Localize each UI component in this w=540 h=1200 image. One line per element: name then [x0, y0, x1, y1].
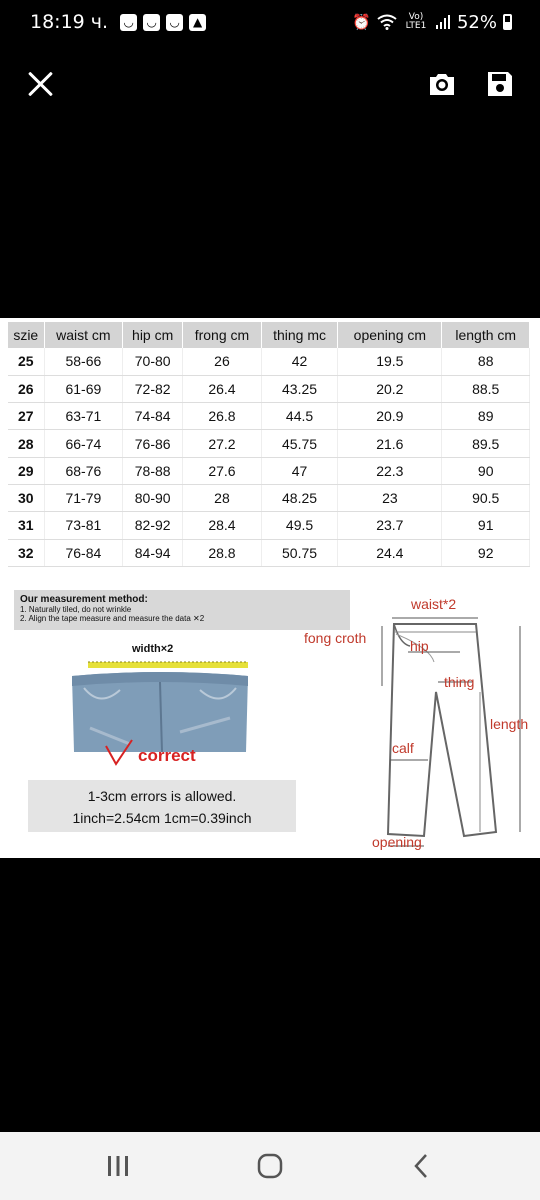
table-cell: 73-81: [44, 512, 123, 539]
table-cell: 26.4: [183, 375, 262, 402]
method-line: 1. Naturally tiled, do not wrinkle: [20, 605, 132, 614]
table-cell: 49.5: [261, 512, 338, 539]
table-cell: 26: [183, 348, 262, 375]
table-cell: 27.6: [183, 457, 262, 484]
table-cell: 30: [8, 484, 44, 511]
opening-label: opening: [372, 834, 422, 850]
table-cell: 26: [8, 375, 44, 402]
navigation-bar: [0, 1132, 540, 1200]
table-cell: 88.5: [442, 375, 530, 402]
table-row: [8, 484, 530, 511]
table-cell: 61-69: [44, 375, 123, 402]
width-label: width×2: [132, 643, 174, 655]
table-cell: 25: [8, 348, 44, 375]
column-header: thing mc: [261, 322, 338, 348]
column-header: waist cm: [44, 322, 123, 348]
chat-icon: ◡: [166, 14, 183, 31]
table-cell: 48.25: [261, 484, 338, 511]
table-cell: 28: [8, 430, 44, 457]
table-cell: 20.2: [338, 375, 442, 402]
table-row: [8, 375, 530, 402]
table-cell: 66-74: [44, 430, 123, 457]
table-cell: 26.8: [183, 403, 262, 430]
gallery-icon: ▲: [189, 14, 206, 31]
column-header: hip cm: [123, 322, 183, 348]
table-cell: 68-76: [44, 457, 123, 484]
conversion-text: 1inch=2.54cm 1cm=0.39inch: [72, 810, 252, 826]
table-cell: 47: [261, 457, 338, 484]
recents-icon[interactable]: [98, 1146, 138, 1186]
table-cell: 44.5: [261, 403, 338, 430]
table-row: [8, 512, 530, 539]
status-left: [30, 11, 206, 33]
method-title: Our measurement method:: [20, 594, 148, 605]
table-cell: 63-71: [44, 403, 123, 430]
table-cell: 27.2: [183, 430, 262, 457]
product-size-chart-image: [0, 318, 540, 858]
table-cell: 58-66: [44, 348, 123, 375]
table-cell: 89: [442, 403, 530, 430]
table-cell: 89.5: [442, 430, 530, 457]
table-cell: 90.5: [442, 484, 530, 511]
table-cell: 90: [442, 457, 530, 484]
column-header: szie: [8, 322, 44, 348]
table-header-row: [8, 322, 530, 348]
table-cell: 32: [8, 539, 44, 566]
wifi-icon: [377, 14, 397, 30]
alarm-icon: ⏰: [352, 13, 371, 31]
table-cell: 23: [338, 484, 442, 511]
table-cell: 50.75: [261, 539, 338, 566]
size-table: [8, 322, 530, 567]
table-cell: 28.8: [183, 539, 262, 566]
measurement-diagram: [300, 596, 540, 858]
home-icon[interactable]: [250, 1146, 290, 1186]
column-header: frong cm: [183, 322, 262, 348]
table-cell: 92: [442, 539, 530, 566]
thing-label: thing: [444, 674, 475, 690]
errors-text: 1-3cm errors is allowed.: [87, 788, 237, 804]
check-icon: [104, 738, 134, 766]
table-cell: 22.3: [338, 457, 442, 484]
table-row: [8, 430, 530, 457]
chat-icon: ◡: [120, 14, 137, 31]
table-cell: 78-88: [123, 457, 183, 484]
camera-icon[interactable]: [426, 68, 458, 100]
table-row: [8, 457, 530, 484]
table-cell: 71-79: [44, 484, 123, 511]
table-cell: 80-90: [123, 484, 183, 511]
table-cell: 76-84: [44, 539, 123, 566]
waist-label: waist*2: [411, 596, 457, 612]
clock: 18:19 ч.: [30, 11, 109, 33]
table-cell: 82-92: [123, 512, 183, 539]
table-cell: 21.6: [338, 430, 442, 457]
table-cell: 72-82: [123, 375, 183, 402]
battery-icon: [503, 14, 512, 30]
calf-label: calf: [392, 740, 414, 756]
table-cell: 45.75: [261, 430, 338, 457]
image-viewer-toolbar: [0, 58, 540, 112]
table-cell: 27: [8, 403, 44, 430]
column-header: length cm: [442, 322, 530, 348]
table-cell: 43.25: [261, 375, 338, 402]
table-cell: 84-94: [123, 539, 183, 566]
table-cell: 23.7: [338, 512, 442, 539]
correct-label: correct: [138, 746, 196, 765]
signal-icon: [435, 14, 451, 30]
table-cell: 20.9: [338, 403, 442, 430]
hip-label: hip: [410, 638, 429, 654]
table-cell: 91: [442, 512, 530, 539]
chat-icon: ◡: [143, 14, 160, 31]
table-cell: 24.4: [338, 539, 442, 566]
table-cell: 88: [442, 348, 530, 375]
table-cell: 28.4: [183, 512, 262, 539]
fong-croth-label: fong croth: [304, 630, 367, 646]
table-cell: 31: [8, 512, 44, 539]
column-header: opening cm: [338, 322, 442, 348]
battery-level: 52%: [456, 11, 497, 33]
save-icon[interactable]: [484, 68, 516, 100]
table-row: [8, 348, 530, 375]
table-cell: 76-86: [123, 430, 183, 457]
table-cell: 74-84: [123, 403, 183, 430]
length-label: length: [490, 716, 529, 732]
jeans-photo: [70, 648, 250, 752]
network-label: Vo) LTE1: [405, 12, 427, 31]
back-icon[interactable]: [402, 1146, 442, 1186]
table-row: [8, 539, 530, 566]
table-row: [8, 403, 530, 430]
table-cell: 28: [183, 484, 262, 511]
table-cell: 29: [8, 457, 44, 484]
method-line: 2. Align the tape measure and measure the data ✕2: [20, 614, 205, 623]
status-bar: [0, 0, 540, 44]
status-right: [352, 12, 512, 33]
close-icon[interactable]: [24, 68, 56, 100]
table-cell: 19.5: [338, 348, 442, 375]
table-cell: 70-80: [123, 348, 183, 375]
errors-note: [28, 780, 296, 832]
table-cell: 42: [261, 348, 338, 375]
